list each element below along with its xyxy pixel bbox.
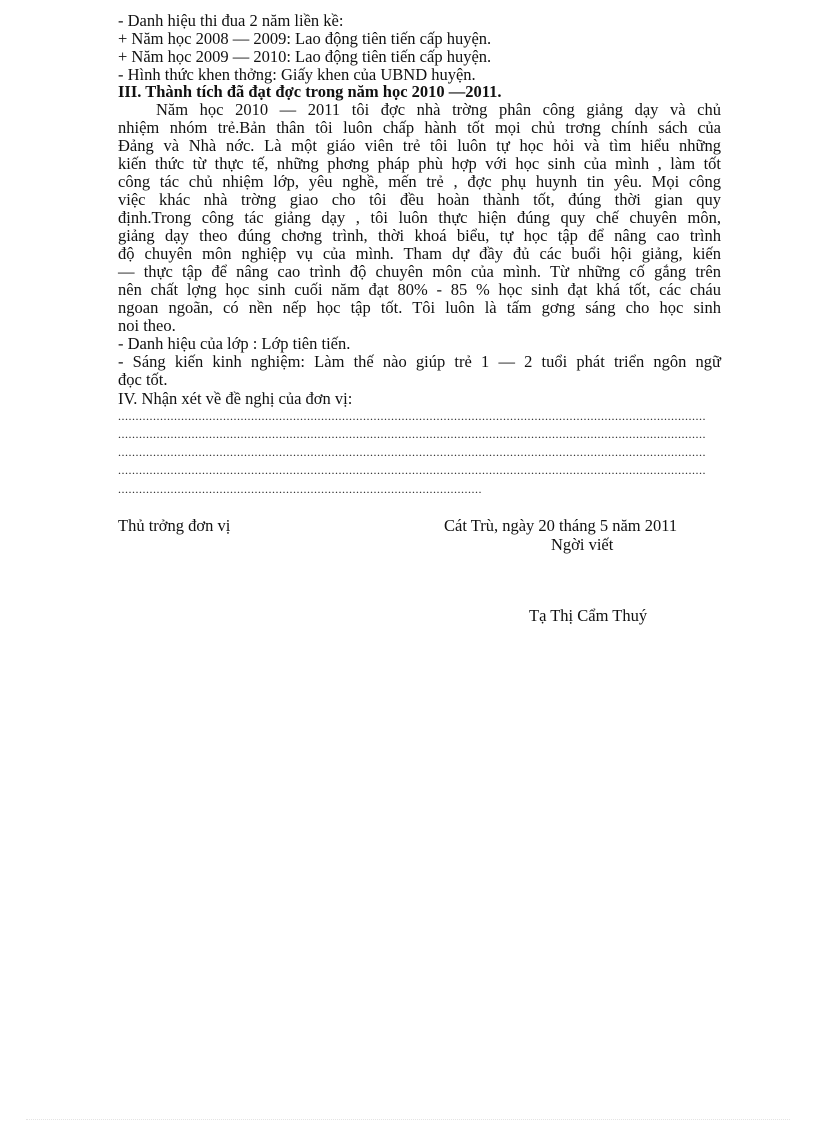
- unit-head-label: Thủ trởng đơn vị: [118, 516, 231, 535]
- paragraph-line: công tác chủ nhiệm lớp, yêu nghề, mến trẻ , đợc phụ huynh tin yêu. Mọi công: [118, 172, 721, 191]
- writer-name: Tạ Thị Cẩm Thuý: [529, 606, 648, 625]
- paragraph-line: việc khác nhà trờng giao cho tôi đều hoàn thành tốt, đúng thời gian quy: [118, 190, 721, 209]
- paragraph-line: ngoan ngoãn, có nền nếp học tập tốt. Tôi luôn là tấm gơng sáng cho học sinh: [118, 298, 721, 317]
- class-title-line: - Danh hiệu của lớp : Lớp tiên tiến.: [118, 334, 351, 353]
- comment-dotted-line: ........................................................................................................................................................................: [118, 445, 706, 459]
- commendation-line: - Hình thức khen thởng: Giấy khen của UBND huyện.: [118, 65, 476, 84]
- emulation-title-line: - Danh hiệu thi đua 2 năm liền kề:: [118, 11, 344, 30]
- paragraph-line: kiến thức từ thực tế, những phơng pháp phù hợp với học sinh của mình , làm tốt: [118, 154, 721, 173]
- comment-dotted-line: ........................................................................................................................................................................: [118, 427, 706, 441]
- comment-dotted-line: ........................................................................................................................................................................: [118, 463, 706, 477]
- paragraph-line: — thực tập để nâng cao trình độ chuyên môn của mình. Từ những cố gắng trên: [118, 262, 721, 281]
- initiative-line: - Sáng kiến kinh nghiệm: Làm thế nào giúp trẻ 1 — 2 tuổi phát triển ngôn ngữ: [118, 352, 721, 371]
- award-line-2009: + Năm học 2009 — 2010: Lao động tiên tiến cấp huyện.: [118, 47, 492, 66]
- award-line-2008: + Năm học 2008 — 2009: Lao động tiên tiến cấp huyện.: [118, 29, 492, 48]
- paragraph-line: nhiệm nhóm trẻ.Bản thân tôi luôn chấp hành tốt mọi chủ trơng chính sách của: [118, 118, 721, 137]
- paragraph-line: giảng dạy theo đúng chơng trình, thời khoá biểu, tự học tập để nâng cao trình: [118, 226, 721, 245]
- initiative-line-end: đọc tốt.: [118, 370, 168, 389]
- paragraph-line: định.Trong công tác giảng dạy , tôi luôn thực hiện đúng quy chế chuyên môn,: [118, 208, 721, 227]
- comment-dotted-line: ........................................................................................................: [118, 482, 482, 496]
- comment-dotted-line: ........................................................................................................................................................................: [118, 409, 706, 423]
- paragraph-line: nên chất lợng học sinh cuối năm đạt 80% - 85 % học sinh đạt khá tốt, các cháu: [118, 280, 721, 299]
- paragraph-line: Năm học 2010 — 2011 tôi đợc nhà trờng phân công giảng dạy và chủ: [156, 100, 721, 119]
- page-bottom-border: [26, 1119, 790, 1120]
- paragraph-line: noi theo.: [118, 316, 176, 335]
- section-4-heading: IV. Nhận xét về đề nghị của đơn vị:: [118, 389, 353, 408]
- place-date-line: Cát Trù, ngày 20 tháng 5 năm 2011: [444, 516, 678, 535]
- writer-label: Ngời viết: [551, 535, 614, 554]
- paragraph-line: Đảng và Nhà nớc. Là một giáo viên trẻ tôi luôn tự học hỏi và tìm hiểu những: [118, 136, 721, 155]
- paragraph-line: độ chuyên môn nghiệp vụ của mình. Tham dự đầy đủ các buổi hội giảng, kiến: [118, 244, 721, 263]
- section-3-heading: III. Thành tích đã đạt đợc trong năm học 2010 —2011.: [118, 82, 502, 101]
